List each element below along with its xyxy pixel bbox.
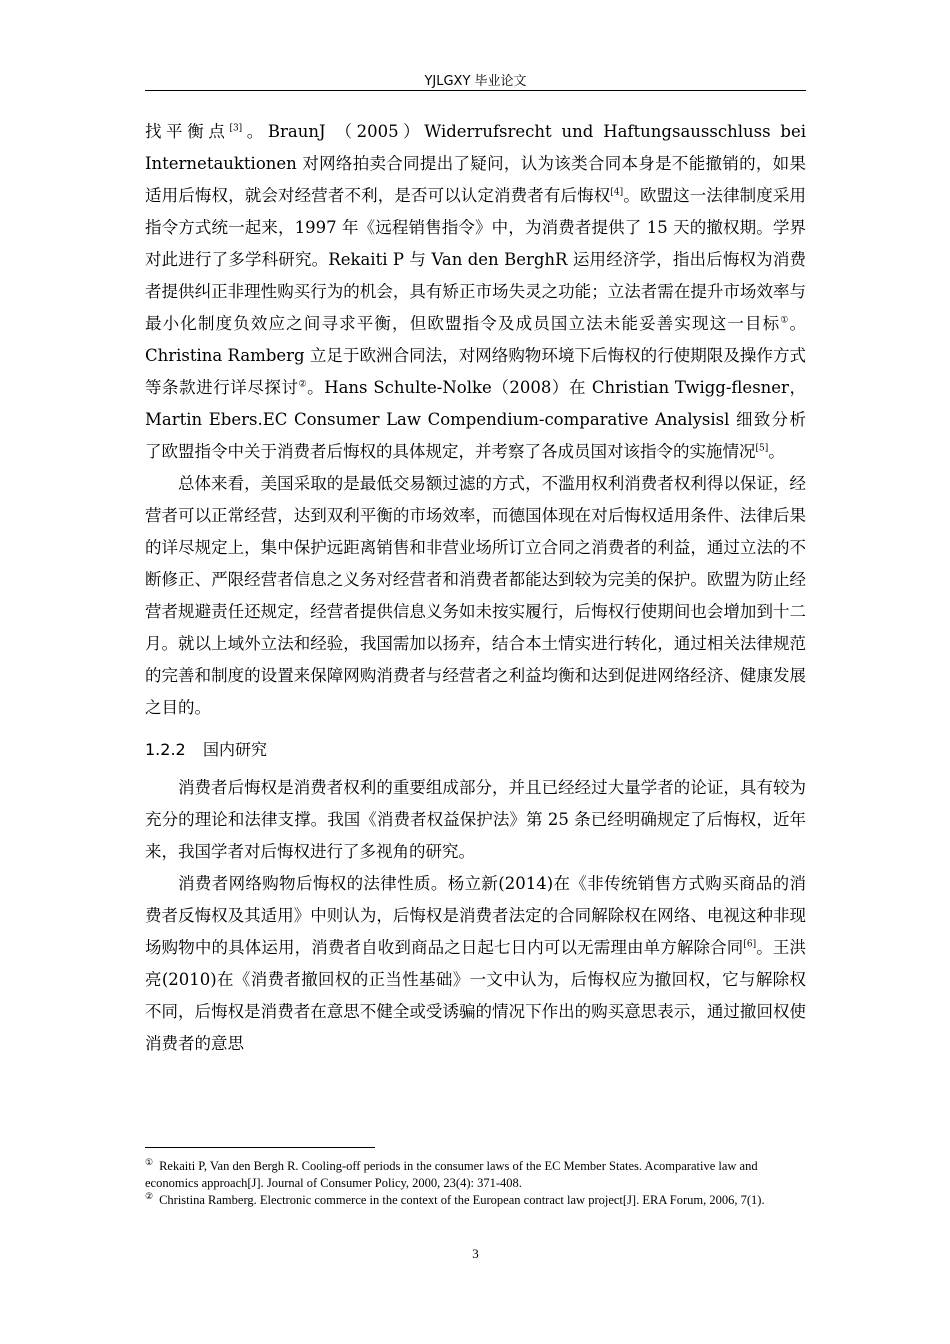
section-heading	[145, 734, 806, 766]
text-run: 。BraunJ （2005）Widerrufsrecht und Haftungsausschluss bei Internetauktionen 对网络拍卖合同提出了疑问，认为该类合同本身是不能撤销的，如果适用后悔权，就会对经营者不利，是否可以认定消费者有后悔权	[145, 122, 806, 205]
footnote-rule	[145, 1147, 375, 1148]
paragraph-3: 消费者后悔权是消费者权利的重要组成部分，并且已经经过大量学者的论证，具有较为充分的理论和法律支撑。我国《消费者权益保护法》第 25 条已经明确规定了后悔权，近年来，我国学者对后悔权进行了多视角的研究。	[145, 778, 806, 861]
footnote-ref[interactable]: ①	[780, 315, 790, 326]
section-number: 1.2.2	[145, 740, 186, 759]
running-header: YJLGXY 毕业论文	[424, 74, 527, 89]
text-run: 。	[768, 442, 785, 461]
footnotes	[145, 1158, 806, 1209]
footnote-text: Christina Ramberg. Electronic commerce in the context of the European contract law project[J]. ERA Forum, 2006, 7(1).	[159, 1193, 765, 1207]
text-run: 。Christina Ramberg 立足于欧洲合同法，对网络购物环境下后悔权的行使期限及操作方式等条款进行详尽探讨	[145, 314, 806, 397]
paragraph-2: 总体来看，美国采取的是最低交易额过滤的方式，不滥用权利消费者权利得以保证，经营者可以正常经营，达到双利平衡的市场效率，而德国体现在对后悔权适用条件、法律后果的详尽规定上，集中保护远距离销售和非营业场所订立合同之消费者的利益，通过立法的不断修正、严限经营者信息之义务对经营者和消费者都能达到较为完美的保护。欧盟为防止经营者规避责任还规定，经营者提供信息义务如未按实履行，后悔权行使期间也会增加到十二月。就以上域外立法和经验，我国需加以扬弃，结合本土情实进行转化，通过相关法律规范的完善和制度的设置来保障网购消费者与经营者之利益均衡和达到促进网络经济、健康发展之目的。	[145, 474, 806, 717]
text-run: 找平衡点	[145, 122, 230, 141]
paragraph-1	[145, 116, 806, 468]
text-run: 消费者网络购物后悔权的法律性质。杨立新(2014)在《非传统销售方式购买商品的消费者反悔权及其适用》中则认为，后悔权是消费者法定的合同解除权在网络、电视这种非现场购物中的具体运用，消费者自收到商品之日起七日内可以无需理由单方解除合同	[145, 874, 806, 957]
footnote-item	[145, 1192, 806, 1209]
text-run: 。欧盟这一法律制度采用指令方式统一起来，1997 年《远程销售指令》中，为消费者提供了 15 天的撤权期。学界对此进行了多学科研究。Rekaiti P 与 Van den BerghR 运用经济学，指出后悔权为消费者提供纠正非理性购买行为的机会，具有矫正市场失灵之功能；立法者需在提升市场效率与最小化制度负效应之间寻求平衡，但欧盟指令及成员国立法未能妥善实现这一目标	[145, 186, 807, 333]
header-rule	[145, 90, 806, 91]
citation-ref: [5]	[755, 443, 769, 454]
footnote-mark: ①	[145, 1156, 154, 1167]
footnote-item	[145, 1158, 806, 1192]
footnote-ref[interactable]: ②	[298, 379, 308, 390]
footnote-text: Rekaiti P, Van den Bergh R. Cooling-off periods in the consumer laws of the EC Member States. Acomparative law and economics approach[J]. Journal of Consumer Policy, 2000, 23(4): 371-408.	[145, 1159, 758, 1190]
text-run: 。王洪亮(2010)在《消费者撤回权的正当性基础》一文中认为，后悔权应为撤回权，它与解除权不同，后悔权是消费者在意思不健全或受诱骗的情况下作出的购买意思表示，通过撤回权使消费者的意思	[145, 938, 807, 1053]
citation-ref: [4]	[610, 187, 624, 198]
body-text	[145, 116, 806, 1060]
text-run: 。Hans Schulte-Nolke（2008）在 Christian Twigg-flesner，Martin Ebers.EC Consumer Law Compendium-comparative Analysisl 细致分析了欧盟指令中关于消费者后悔权的具体规定，并考察了各成员国对该指令的实施情况	[145, 378, 806, 461]
paragraph-4	[145, 868, 806, 1060]
page-number: 3	[472, 1246, 479, 1261]
footnote-mark: ②	[145, 1190, 154, 1201]
section-title: 国内研究	[203, 740, 268, 759]
citation-ref: [6]	[743, 939, 757, 950]
citation-ref: [3]	[229, 123, 243, 134]
